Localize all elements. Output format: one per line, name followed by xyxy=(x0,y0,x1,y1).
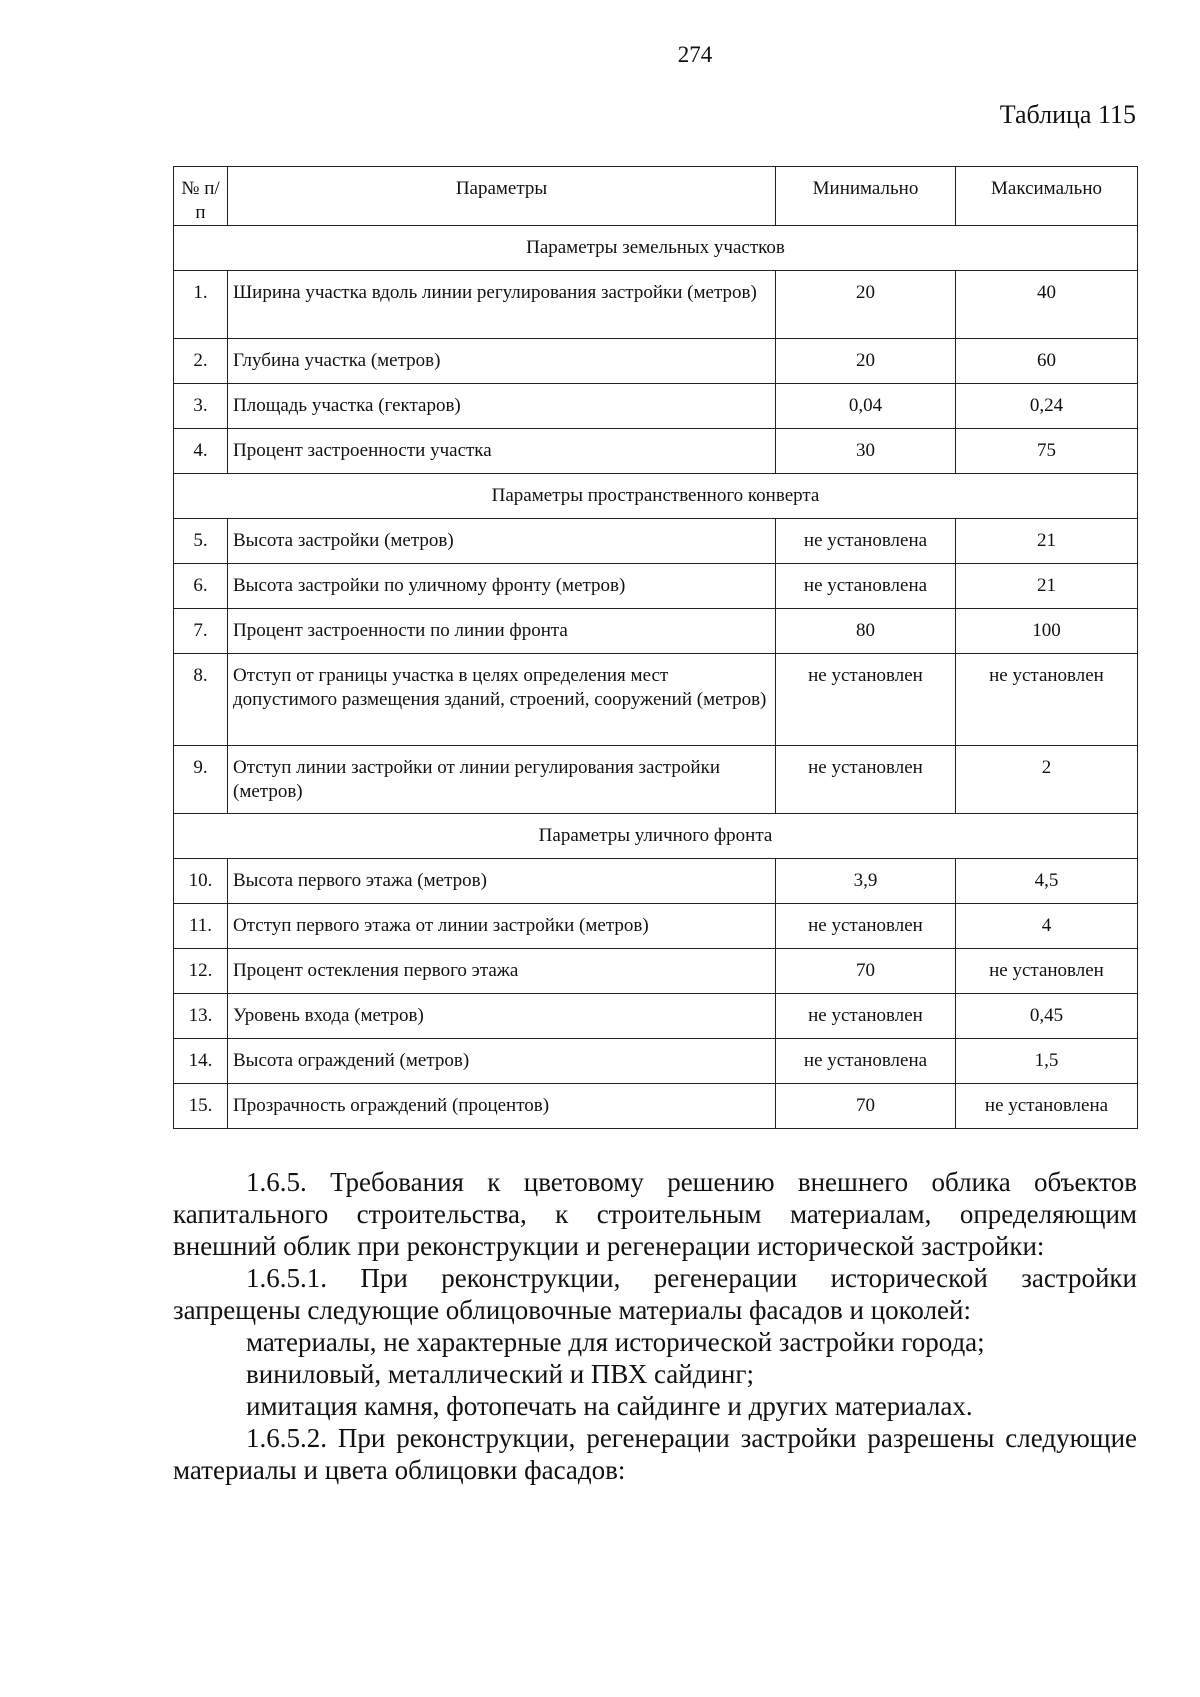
table-row xyxy=(174,384,1138,429)
row-maximum: 0,45 xyxy=(956,994,1138,1039)
row-minimum: 80 xyxy=(776,609,956,654)
row-number: 6. xyxy=(174,564,228,609)
row-parameter: Высота ограждений (метров) xyxy=(228,1039,776,1084)
table-row xyxy=(174,271,1138,339)
table-row xyxy=(174,994,1138,1039)
list-item: имитация камня, фотопечать на сайдинге и других материалах. xyxy=(246,1391,973,1421)
table-row xyxy=(174,904,1138,949)
row-minimum: 30 xyxy=(776,429,956,474)
row-parameter: Высота застройки по уличному фронту (метров) xyxy=(228,564,776,609)
row-maximum: не установлен xyxy=(956,654,1138,746)
row-minimum: не установлена xyxy=(776,1039,956,1084)
table-row xyxy=(174,949,1138,994)
row-minimum: 70 xyxy=(776,949,956,994)
paragraph: 1.6.5. Требования к цветовому решению внешнего облика объектов капитального строительства, к строительным материалам, определяющим внешний облик при реконструкции и регенерации исторической застройки: xyxy=(173,1167,1137,1261)
row-number: 14. xyxy=(174,1039,228,1084)
section-row xyxy=(174,226,1138,271)
row-maximum: 4,5 xyxy=(956,859,1138,904)
page-number: 274 xyxy=(677,42,713,67)
section-title: Параметры земельных участков xyxy=(174,226,1138,271)
row-number: 1. xyxy=(174,271,228,339)
row-number: 15. xyxy=(174,1084,228,1129)
row-number: 8. xyxy=(174,654,228,746)
row-parameter: Процент застроенности участка xyxy=(228,429,776,474)
parameters-table xyxy=(173,166,1138,1129)
row-minimum: не установлен xyxy=(776,654,956,746)
paragraph: 1.6.5.1. При реконструкции, регенерации исторической застройки запрещены следующие облицовочные материалы фасадов и цоколей: xyxy=(173,1263,1137,1325)
row-number: 10. xyxy=(174,859,228,904)
row-parameter: Высота первого этажа (метров) xyxy=(228,859,776,904)
header-minimum: Минимально xyxy=(776,167,956,226)
row-parameter: Отступ линии застройки от линии регулирования застройки (метров) xyxy=(228,746,776,814)
row-number: 9. xyxy=(174,746,228,814)
row-maximum: 1,5 xyxy=(956,1039,1138,1084)
row-minimum: 3,9 xyxy=(776,859,956,904)
table-row xyxy=(174,654,1138,746)
table-row xyxy=(174,429,1138,474)
section-row xyxy=(174,474,1138,519)
row-parameter: Глубина участка (метров) xyxy=(228,339,776,384)
row-maximum: не установлена xyxy=(956,1084,1138,1129)
row-parameter: Уровень входа (метров) xyxy=(228,994,776,1039)
row-number: 3. xyxy=(174,384,228,429)
row-minimum: 0,04 xyxy=(776,384,956,429)
section-title: Параметры уличного фронта xyxy=(174,814,1138,859)
row-maximum: не установлен xyxy=(956,949,1138,994)
row-number: 7. xyxy=(174,609,228,654)
header-parameters: Параметры xyxy=(228,167,776,226)
row-parameter: Отступ от границы участка в целях определения мест допустимого размещения зданий, строений, сооружений (метров) xyxy=(228,654,776,746)
row-parameter: Высота застройки (метров) xyxy=(228,519,776,564)
row-maximum: 40 xyxy=(956,271,1138,339)
table-caption: Таблица 115 xyxy=(999,100,1136,129)
row-maximum: 21 xyxy=(956,564,1138,609)
row-maximum: 2 xyxy=(956,746,1138,814)
row-number: 2. xyxy=(174,339,228,384)
row-minimum: 20 xyxy=(776,339,956,384)
row-maximum: 75 xyxy=(956,429,1138,474)
row-minimum: 20 xyxy=(776,271,956,339)
list-item: материалы, не характерные для исторической застройки города; xyxy=(246,1327,985,1357)
paragraph: 1.6.5.2. При реконструкции, регенерации застройки разрешены следующие материалы и цвета облицовки фасадов: xyxy=(173,1423,1137,1485)
table-row xyxy=(174,859,1138,904)
row-maximum: 4 xyxy=(956,904,1138,949)
row-parameter: Ширина участка вдоль линии регулирования застройки (метров) xyxy=(228,271,776,339)
row-maximum: 60 xyxy=(956,339,1138,384)
section-row xyxy=(174,814,1138,859)
row-parameter: Отступ первого этажа от линии застройки (метров) xyxy=(228,904,776,949)
row-number: 13. xyxy=(174,994,228,1039)
row-maximum: 21 xyxy=(956,519,1138,564)
row-maximum: 100 xyxy=(956,609,1138,654)
table-row xyxy=(174,564,1138,609)
row-number: 11. xyxy=(174,904,228,949)
row-parameter: Прозрачность ограждений (процентов) xyxy=(228,1084,776,1129)
row-minimum: не установлена xyxy=(776,564,956,609)
row-minimum: не установлена xyxy=(776,519,956,564)
row-number: 4. xyxy=(174,429,228,474)
table-row xyxy=(174,519,1138,564)
row-parameter: Процент остекления первого этажа xyxy=(228,949,776,994)
table-row xyxy=(174,609,1138,654)
row-minimum: не установлен xyxy=(776,994,956,1039)
row-minimum: не установлен xyxy=(776,746,956,814)
row-number: 5. xyxy=(174,519,228,564)
header-maximum: Максимально xyxy=(956,167,1138,226)
table-row xyxy=(174,746,1138,814)
table-row xyxy=(174,1084,1138,1129)
body-text xyxy=(173,1166,1137,1486)
table-header-row xyxy=(174,167,1138,226)
header-number: № п/п xyxy=(174,167,228,226)
row-minimum: 70 xyxy=(776,1084,956,1129)
row-parameter: Площадь участка (гектаров) xyxy=(228,384,776,429)
table-row xyxy=(174,339,1138,384)
row-parameter: Процент застроенности по линии фронта xyxy=(228,609,776,654)
table-row xyxy=(174,1039,1138,1084)
row-minimum: не установлен xyxy=(776,904,956,949)
list-item: виниловый, металлический и ПВХ сайдинг; xyxy=(246,1359,754,1389)
row-maximum: 0,24 xyxy=(956,384,1138,429)
row-number: 12. xyxy=(174,949,228,994)
section-title: Параметры пространственного конверта xyxy=(174,474,1138,519)
